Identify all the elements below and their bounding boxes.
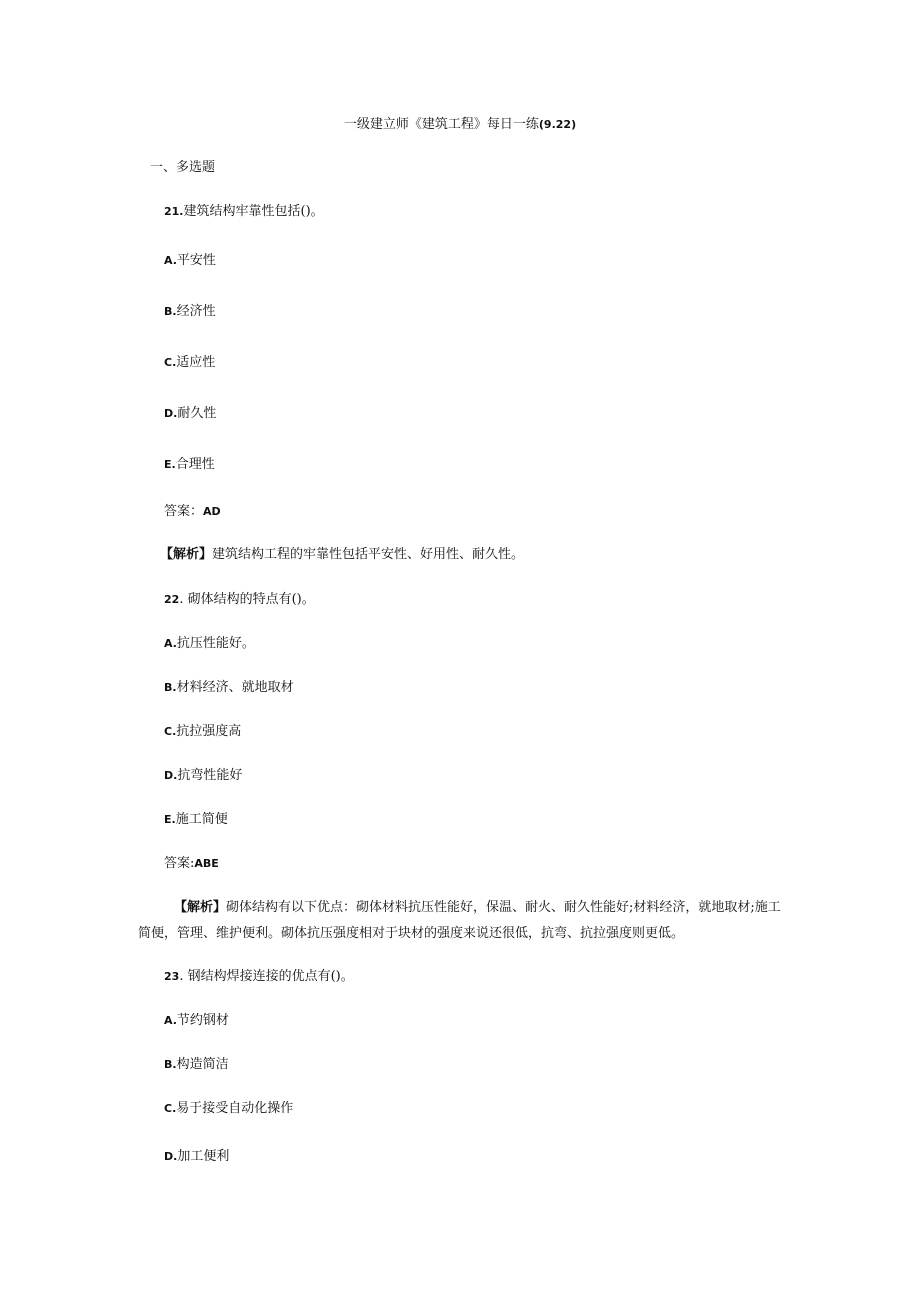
option-letter: A. bbox=[164, 254, 177, 267]
option-letter: B. bbox=[164, 681, 177, 694]
q21-option-d bbox=[164, 406, 216, 422]
q21-option-c bbox=[164, 355, 215, 371]
option-text: 耐久性 bbox=[177, 406, 217, 421]
q22-option-c bbox=[164, 724, 241, 740]
option-text: 平安性 bbox=[176, 253, 216, 268]
question-23-stem bbox=[164, 969, 354, 985]
q22-option-a bbox=[164, 636, 255, 652]
q23-option-a bbox=[164, 1013, 229, 1029]
q22-option-d bbox=[164, 768, 242, 784]
section-heading: 一、多选题 bbox=[150, 160, 216, 175]
option-text: 抗压性能好。 bbox=[176, 636, 255, 651]
question-22-stem bbox=[164, 592, 315, 608]
q21-option-b bbox=[164, 304, 216, 320]
answer-label: 答案： bbox=[164, 504, 204, 519]
option-letter: D. bbox=[164, 407, 178, 420]
option-text: 合理性 bbox=[175, 457, 215, 472]
option-letter: D. bbox=[164, 1150, 178, 1163]
option-letter: C. bbox=[164, 1102, 177, 1115]
q23-option-b bbox=[164, 1057, 229, 1073]
analysis-label: 【解析】 bbox=[174, 900, 227, 915]
option-text: 经济性 bbox=[176, 304, 216, 319]
option-text: 施工简便 bbox=[175, 812, 228, 827]
question-text: . 钢结构焊接连接的优点有()。 bbox=[179, 969, 354, 984]
q22-answer bbox=[164, 856, 219, 872]
option-letter: A. bbox=[164, 637, 177, 650]
answer-value: AD bbox=[203, 505, 221, 518]
q22-option-e bbox=[164, 812, 228, 828]
analysis-text: 建筑结构工程的牢靠性包括平安性、好用性、耐久性。 bbox=[212, 547, 525, 562]
option-letter: E. bbox=[164, 458, 176, 471]
analysis-label: 【解析】 bbox=[160, 547, 213, 562]
q22-option-b bbox=[164, 680, 294, 696]
question-number: 21. bbox=[164, 205, 184, 218]
question-21-stem bbox=[164, 204, 324, 220]
document-title bbox=[0, 117, 920, 133]
title-text: 一级建立师《建筑工程》每日一练 bbox=[343, 117, 539, 132]
option-text: 抗弯性能好 bbox=[177, 768, 243, 783]
q23-option-c bbox=[164, 1101, 293, 1117]
question-text: . 砌体结构的特点有()。 bbox=[179, 592, 315, 607]
q21-analysis bbox=[160, 547, 524, 563]
q22-analysis bbox=[138, 895, 788, 947]
q23-option-d bbox=[164, 1149, 229, 1165]
question-text: 建筑结构牢靠性包括()。 bbox=[183, 204, 324, 219]
option-text: 材料经济、就地取材 bbox=[176, 680, 294, 695]
option-letter: D. bbox=[164, 769, 178, 782]
title-date: (9.22) bbox=[538, 118, 577, 131]
option-text: 抗拉强度高 bbox=[176, 724, 242, 739]
analysis-text: 砌体结构有以下优点：砌体材料抗压性能好，保温、耐火、耐久性能好;材料经济，就地取材;施工简便，管理、维护便利。砌体抗压强度相对于块材的强度来说还很低，抗弯、抗拉强度则更低。 bbox=[138, 900, 781, 941]
answer-value: ABE bbox=[194, 857, 219, 870]
answer-label: 答案: bbox=[164, 856, 195, 871]
option-text: 加工便利 bbox=[177, 1149, 230, 1164]
option-text: 易于接受自动化操作 bbox=[176, 1101, 294, 1116]
option-letter: B. bbox=[164, 305, 177, 318]
option-letter: A. bbox=[164, 1014, 177, 1027]
option-letter: E. bbox=[164, 813, 176, 826]
option-letter: B. bbox=[164, 1058, 177, 1071]
q21-answer bbox=[164, 504, 221, 520]
option-text: 构造简洁 bbox=[176, 1057, 229, 1072]
q21-option-e bbox=[164, 457, 215, 473]
option-letter: C. bbox=[164, 725, 177, 738]
question-number: 23 bbox=[164, 970, 180, 983]
option-text: 适应性 bbox=[176, 355, 216, 370]
option-text: 节约钢材 bbox=[176, 1013, 229, 1028]
q21-option-a bbox=[164, 253, 216, 269]
question-number: 22 bbox=[164, 593, 180, 606]
option-letter: C. bbox=[164, 356, 177, 369]
